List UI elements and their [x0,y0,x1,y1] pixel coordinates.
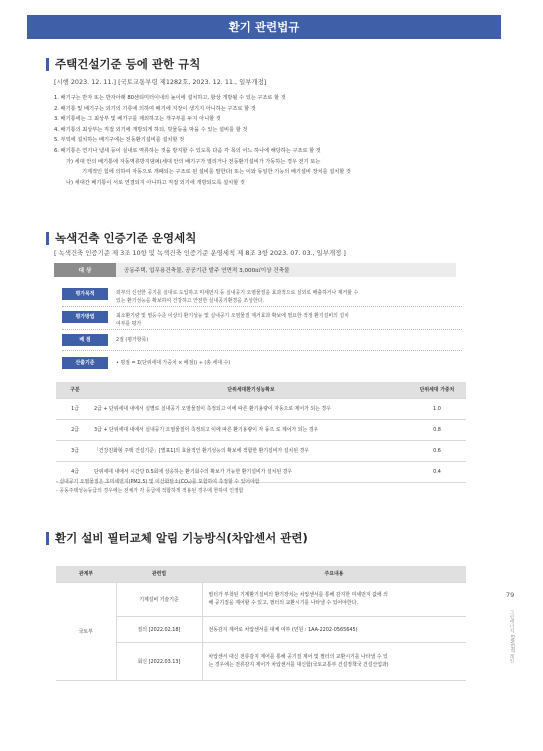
section-title-text: 주택건설기준 등에 관한 규칙 [55,57,201,71]
table-cell-content: 필터가 부착된 기계환기설비의 환기장치는 차압센서를 통해 감지한 미세먼지 값에 의 [208,592,388,598]
table-header: 관계부 [56,566,116,582]
section-reference: [시행 2023. 12. 11.] [국토교통부령 제1282호, 2023. 12. 11., 일부개정] [54,78,267,86]
table-cell-grade: 3급 [56,440,94,461]
spec-row-calculation [62,357,462,369]
list-item: 2. 배기통 및 배기구는 외기의 기류에 의하여 배기에 지장이 생기지 아니하는 구조로 할 것 [54,105,256,112]
table-cell-desc: 단위세대 내에서 시간당 0.5회에 상응하는 환기회수의 확보가 가능한 환기설비가 설치된 경우 [94,461,408,482]
table-cell-law: 질의 [2022.02.18] [116,616,202,642]
table-row [56,616,466,642]
table-header: 단위세대환기성능확보 [94,382,408,398]
table-cell-desc: 「건강친화형 주택 건설기준」[별표1]의 효율적인 환기성능의 확보에 적합한 환기설비가 설치된 경우 [94,440,408,461]
page-title: 환기 관련법규 [27,15,501,39]
table-header: 주요내용 [202,566,466,582]
table-cell-content: 는 경우에는 전류감지 제어가 차압센서를 대신함(국토교통부 건설정책국 건설산업과) [208,662,389,668]
list-item: 1. 배기구는 반자 또는 반자아래 80센티미터이내의 높이에 설치하고, 항상 개방될 수 있는 구조로 할 것 [54,95,286,101]
table-header: 구분 [56,382,94,398]
table-cell-weight: 0.6 [408,440,466,461]
table-row [56,419,466,440]
section-title-green-building [46,230,196,246]
table-cell-desc: 3급 + 단위세대 내에서 실내공기 오염물질이 측정되고 이에 따른 환기용량이 자 동으 로 제어가 되는 경우 [94,419,408,440]
table-header-row [56,382,466,398]
filter-law-table [56,566,466,681]
side-running-title: 그린에너지 ENVERT 레인 [509,610,514,664]
table-cell-content: 전동감지 제어로 차압센서를 대체 여부 (민원 : 1AA-2202-0565645) [208,626,358,633]
spec-text: 2점 (평가항목) [116,337,149,343]
spec-text: 있는 환기성능을 확보하여 건강하고 안전한 실내공기환경을 조성한다. [116,298,264,304]
table-header: 단위세대 가중치 [408,382,466,398]
spec-tag: 평가목적 [62,288,108,300]
table-cell-grade: 2급 [56,419,94,440]
target-value: 공동주택, 업무용건축물, 공공기관 발주 연면적 3,000㎡이상 건축물 [116,263,456,277]
table-row [56,582,466,616]
table-cell-weight: 0.8 [408,419,466,440]
table-cell-desc: 2급 + 단위세대 내에서 실별로 실내공기 오염물질이 측정되고 이에 따른 환기용량이 자동으로 제어가 되는 경우 [94,398,408,419]
spec-text: 최소환기량 및 필등수준 이상의 환기성능 및 실내공기 오염물질 제거효과 확보에 필요한 적정 환기설비의 설치 [116,313,349,319]
table-row [56,642,466,680]
table-cell-law: 회신 [2022.03.13] [116,642,202,680]
section-reference: [ 녹색건축 인증기준 제 3조 10항 및 녹색건축 인증기준 운영세칙 제 8조 3항 2023. 07. 03., 일부개정 ] [54,249,346,257]
target-row [54,263,456,277]
table-cell-weight: 1.0 [408,398,466,419]
spec-text: • 평점 = Σ(단위세대 가중치 × 배점)) ÷ (총 세대 수) [116,360,231,366]
section-title-filter-alert [46,530,308,546]
spec-text: 여부를 평가 [116,321,142,327]
table-cell-law: 기계설비 기술기준 [116,582,202,616]
spec-tag: 평가방법 [62,311,108,323]
spec-tag: 배 점 [62,334,108,346]
table-cell-ministry: 국토부 [56,582,116,680]
table-row [56,398,466,419]
list-item: 가) 세대 안의 배기통에 자동역류방지댐퍼(세대 안의 배기구가 열리거나 전동환기설비가 가동하는 경우 전기 또는 [66,158,321,165]
grade-table [56,382,466,483]
divider [62,329,462,330]
list-item: 5. 부엌에 설치하는 배기구에는 전동환기설비를 설치할 것 [54,137,185,144]
note-line: - 공동주택성능등급의 경우에는 전체가 각 등급에 적합하게 적용된 경우에 한하여 인정함 [56,487,244,494]
table-row [56,440,466,461]
table-header-row [56,566,466,582]
list-item: 4. 배기통의 최상부는 직접 외기에 개방되게 하되, 빗물등을 막을 수 있는 설비를 할 것 [54,126,248,133]
section-title-text: 녹색건축 인증기준 운영세칙 [55,231,197,245]
section-marker-icon [46,232,49,245]
table-cell-weight: 0.4 [408,461,466,482]
divider [62,306,462,307]
divider [62,350,462,351]
list-item: 3. 배기통에는 그 최상부 및 배기구를 제외하고는 개구부를 두지 아니할 것 [54,116,221,123]
list-item: 6. 배기통은 연기나 냄새 등이 실내로 역류하는 것을 방지할 수 있도록 다음 각 목의 어느 하나에 해당하는 구조로 할 것 [54,147,321,154]
section-title-text: 환기 설비 필터교체 알림 기능방식(차압센서 관련) [55,531,308,545]
spec-row-method [62,311,462,328]
spec-row-score [62,334,462,346]
spec-tag: 산출기준 [62,357,108,369]
list-item: 기계적인 힘에 의하여 자동으로 개폐되는 구조로 된 설비를 말한다) 또는 이와 동일한 기능의 배기설비 장치를 설치할 것 [82,169,351,176]
page-number: 79 [506,591,515,599]
spec-text: 외부의 신선한 공기를 실내로 도입하고 미세먼지 등 실내공기 오염물질을 효과적으로 실외로 배출하거나 제거할 수 [116,290,359,296]
list-item: 나) 세대간 배기통이 서로 연결되지 아니하고 직접 외기에 개방되도록 설치할 것 [66,179,245,186]
section-marker-icon [46,58,49,71]
table-cell-grade: 4급 [56,461,94,482]
table-header: 관련법 [116,566,202,582]
table-cell-content: 해 공기질을 제어할 수 있고, 필터의 교환시기를 나타낼 수 있어야한다. [208,600,358,606]
regulation-list [54,93,494,188]
target-label: 대 상 [54,263,116,277]
note-line: - 실내공기 오염물질은 초미세먼지(PM2.5) 및 이산화탄소(CO₂)를 포함하여 측정할 수 있어야함 [56,479,260,485]
table-notes [56,478,259,495]
section-marker-icon [46,532,49,545]
table-cell-grade: 1급 [56,398,94,419]
spec-row-purpose [62,288,462,305]
table-cell-content: 차압센서 대신 전류감지 제어를 통해 공기질 제어 및 필터의 교환시기를 나타낼 수 있 [208,654,388,660]
section-title-housing-rules [46,56,200,72]
